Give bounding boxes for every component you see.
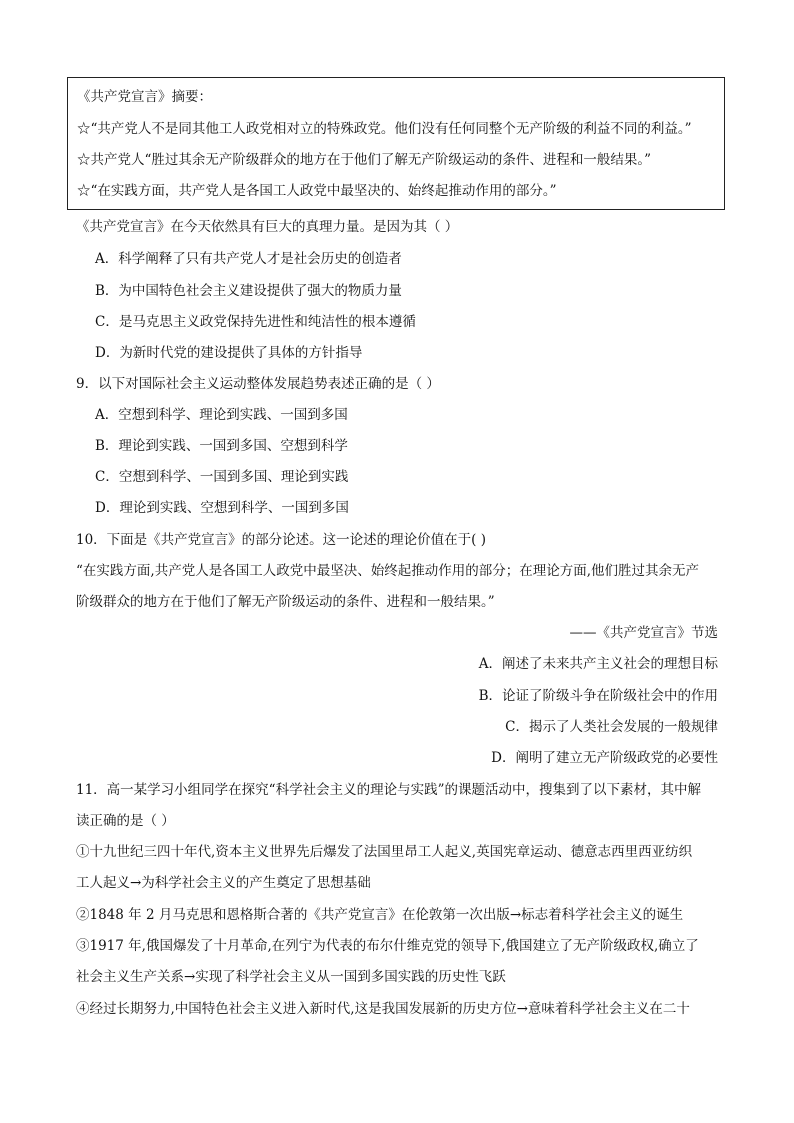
q10-option-a: A．阐述了未来共产主义社会的理想目标: [478, 656, 718, 672]
q9-stem: 9．以下对国际社会主义运动整体发展趋势表述正确的是（ ）: [76, 376, 440, 392]
q11-stem-line-1: 11．高一某学习小组同学在探究“科学社会主义的理论与实践”的课题活动中，搜集到了以下素材，其中解: [76, 782, 701, 798]
q10-option-c: C．揭示了人类社会发展的一般规律: [505, 719, 718, 735]
q10-quote-line-1: “在实践方面,共产党人是各国工人政党中最坚决、始终起推动作用的部分；在理论方面,他们胜过其余无产: [76, 563, 699, 579]
q11-item-1-line-1: ①十九世纪三四十年代,资本主义世界先后爆发了法国里昂工人起义,英国宪章运动、德意志西里西亚纺织: [76, 844, 693, 860]
q8-option-c: C．是马克思主义政党保持先进性和纯洁性的根本遵循: [95, 314, 416, 330]
q11-item-3-line-2: 社会主义生产关系→实现了科学社会主义从一国到多国实践的历史性飞跃: [76, 969, 506, 985]
q10-stem: 10．下面是《共产党宣言》的部分论述。这一论述的理论价值在于( ): [76, 532, 487, 548]
q11-item-4-line-1: ④经过长期努力,中国特色社会主义进入新时代,这是我国发展新的历史方位→意味着科学社会主义在二十: [76, 1001, 690, 1017]
q9-option-a: A．空想到科学、理论到实践、一国到多国: [95, 407, 348, 423]
excerpt-item-1: ☆“共产党人不是同其他工人政党相对立的特殊政党。他们没有任何同整个无产阶级的利益不同的利益。”: [77, 121, 692, 137]
q8-option-a: A．科学阐释了只有共产党人才是社会历史的创造者: [95, 251, 402, 267]
q11-item-2: ②1848 年 2 月马克思和恩格斯合著的《共产党宣言》在伦敦第一次出版→标志着科学社会主义的诞生: [76, 907, 684, 923]
q11-item-3-line-1: ③1917 年,俄国爆发了十月革命,在列宁为代表的布尔什维克党的领导下,俄国建立了无产阶级政权,确立了: [76, 938, 699, 954]
excerpt-item-2: ☆共产党人“胜过其余无产阶级群众的地方在于他们了解无产阶级运动的条件、进程和一般结果。”: [77, 152, 652, 168]
q8-stem: 《共产党宣言》在今天依然具有巨大的真理力量。是因为其（ ）: [76, 219, 459, 235]
q10-option-b: B．论证了阶级斗争在阶级社会中的作用: [478, 688, 718, 704]
q9-option-d: D．理论到实践、空想到科学、一国到多国: [95, 500, 349, 516]
q10-quote-line-2: 阶级群众的地方在于他们了解无产阶级运动的条件、进程和一般结果。”: [76, 594, 495, 610]
q9-option-b: B．理论到实践、一国到多国、空想到科学: [95, 438, 348, 454]
q9-option-c: C．空想到科学、一国到多国、理论到实践: [95, 469, 349, 485]
q11-item-1-line-2: 工人起义→为科学社会主义的产生奠定了思想基础: [76, 875, 371, 891]
q11-stem-line-2: 读正确的是（ ）: [76, 813, 175, 829]
excerpt-title: 《共产党宣言》摘要：: [77, 89, 212, 105]
q8-option-d: D．为新时代党的建设提供了具体的方针指导: [95, 345, 363, 361]
excerpt-item-3: ☆“在实践方面，共产党人是各国工人政党中最坚决的、始终起推动作用的部分。”: [77, 183, 557, 199]
q8-option-b: B．为中国特色社会主义建设提供了强大的物质力量: [95, 283, 402, 299]
q10-source: ——《共产党宣言》节选: [569, 625, 718, 641]
q10-option-d: D．阐明了建立无产阶级政党的必要性: [491, 750, 718, 766]
